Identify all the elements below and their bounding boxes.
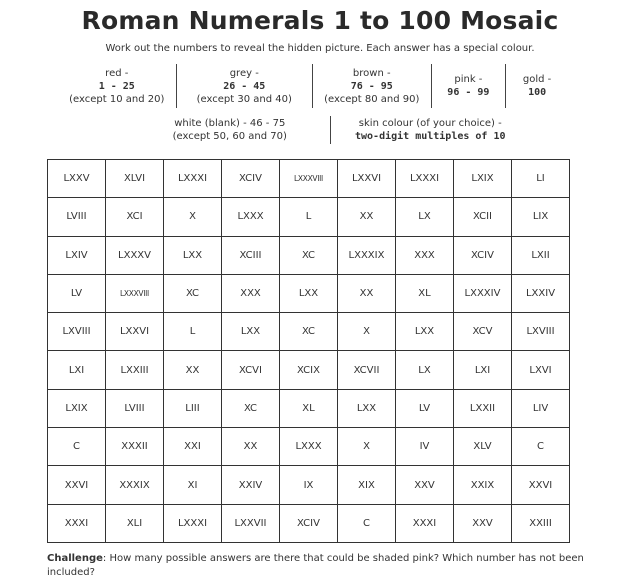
grid-cell[interactable]: XXXII <box>106 428 164 466</box>
key-grey <box>176 64 312 108</box>
grid-cell[interactable]: XI <box>164 466 222 504</box>
grid-cell[interactable]: XXV <box>396 466 454 504</box>
grid-cell[interactable]: LVIII <box>106 389 164 427</box>
grid-cell[interactable]: XLV <box>454 428 512 466</box>
grid-cell[interactable]: LXXX <box>222 198 280 236</box>
key-red <box>58 64 176 108</box>
grid-cell[interactable]: XXVI <box>48 466 106 504</box>
grid-cell[interactable]: LIII <box>164 389 222 427</box>
grid-cell[interactable]: LXXXI <box>164 504 222 542</box>
grid-cell[interactable]: LXVIII <box>48 313 106 351</box>
grid-cell[interactable]: LXXXIV <box>454 274 512 312</box>
grid-cell[interactable]: XXX <box>222 274 280 312</box>
grid-cell[interactable]: LXXII <box>454 389 512 427</box>
grid-cell[interactable]: XXIV <box>222 466 280 504</box>
grid-cell[interactable]: X <box>164 198 222 236</box>
colour-key-top <box>58 64 568 108</box>
grid-cell[interactable]: XXXI <box>396 504 454 542</box>
grid-cell[interactable]: XL <box>280 389 338 427</box>
grid-cell[interactable]: XC <box>222 389 280 427</box>
grid-cell[interactable]: LXXVI <box>338 160 396 198</box>
key-red-range: 1 - 25 <box>98 80 135 92</box>
grid-cell[interactable]: XXVI <box>512 466 570 504</box>
grid-cell[interactable]: LXXX <box>280 428 338 466</box>
challenge-text <box>47 552 587 580</box>
grid-cell[interactable]: LX <box>396 198 454 236</box>
grid-cell[interactable]: XC <box>280 236 338 274</box>
key-skin-line2: two-digit multiples of 10 <box>354 131 506 142</box>
key-grey-range: 26 - 45 <box>223 80 266 92</box>
key-red-note: (except 10 and 20) <box>69 93 165 105</box>
grid-cell[interactable]: LXVIII <box>512 313 570 351</box>
grid-cell[interactable]: LXX <box>280 274 338 312</box>
grid-row <box>48 236 570 274</box>
grid-cell[interactable]: LXXXIX <box>338 236 396 274</box>
grid-row <box>48 428 570 466</box>
challenge-question: : How many possible answers are there that could be shaded pink? Which number has not been included? <box>47 553 584 578</box>
key-brown-range: 76 - 95 <box>350 80 393 92</box>
mosaic-grid <box>47 159 570 543</box>
grid-row <box>48 389 570 427</box>
grid-cell[interactable]: LXXVI <box>106 313 164 351</box>
colour-key-bottom <box>130 116 530 144</box>
grid-cell[interactable]: XIX <box>338 466 396 504</box>
grid-cell[interactable]: LXVI <box>512 351 570 389</box>
grid-cell[interactable]: LV <box>396 389 454 427</box>
key-gold <box>505 64 568 108</box>
grid-cell[interactable]: LVIII <box>48 198 106 236</box>
grid-cell[interactable]: XCIII <box>222 236 280 274</box>
grid-cell[interactable]: LXXXI <box>164 160 222 198</box>
key-white-line1: white (blank) - 46 - 75 <box>174 118 286 129</box>
grid-cell[interactable]: LXXVII <box>222 504 280 542</box>
grid-cell[interactable]: XCVI <box>222 351 280 389</box>
grid-cell[interactable]: L <box>280 198 338 236</box>
grid-row <box>48 504 570 542</box>
key-pink <box>431 64 506 108</box>
grid-cell[interactable]: LIX <box>512 198 570 236</box>
grid-cell[interactable]: LXX <box>164 236 222 274</box>
grid-cell[interactable]: XXV <box>454 504 512 542</box>
grid-cell[interactable]: LXX <box>222 313 280 351</box>
grid-cell[interactable]: XXI <box>164 428 222 466</box>
grid-cell[interactable]: LXII <box>512 236 570 274</box>
key-brown <box>312 64 431 108</box>
grid-cell[interactable]: XCIV <box>280 504 338 542</box>
key-grey-note: (except 30 and 40) <box>196 93 292 105</box>
grid-cell[interactable]: XX <box>164 351 222 389</box>
grid-cell[interactable]: LXXV <box>48 160 106 198</box>
grid-cell[interactable]: LXX <box>338 389 396 427</box>
grid-cell[interactable]: XXXI <box>48 504 106 542</box>
grid-cell[interactable]: LXXXVIII <box>106 274 164 312</box>
grid-row <box>48 160 570 198</box>
grid-cell[interactable]: IV <box>396 428 454 466</box>
key-skin <box>330 116 531 144</box>
grid-cell[interactable]: XXXIX <box>106 466 164 504</box>
grid-cell[interactable]: LXXIII <box>106 351 164 389</box>
grid-cell[interactable]: XLVI <box>106 160 164 198</box>
grid-cell[interactable]: C <box>512 428 570 466</box>
grid-cell[interactable]: XXIII <box>512 504 570 542</box>
grid-row <box>48 351 570 389</box>
grid-cell[interactable]: C <box>338 504 396 542</box>
grid-cell[interactable]: XXIX <box>454 466 512 504</box>
grid-cell[interactable]: XX <box>222 428 280 466</box>
grid-row <box>48 198 570 236</box>
grid-cell[interactable]: LX <box>396 351 454 389</box>
instructions: Work out the numbers to reveal the hidden picture. Each answer has a special colour. <box>105 43 535 54</box>
grid-cell[interactable]: LXXIV <box>512 274 570 312</box>
grid-cell[interactable]: X <box>338 313 396 351</box>
grid-cell[interactable]: XX <box>338 274 396 312</box>
grid-cell[interactable]: LV <box>48 274 106 312</box>
grid-cell[interactable]: LXX <box>396 313 454 351</box>
grid-row <box>48 313 570 351</box>
key-white-line2: (except 50, 60 and 70) <box>172 131 287 142</box>
grid-cell[interactable]: XC <box>280 313 338 351</box>
grid-cell[interactable]: LXXXI <box>396 160 454 198</box>
grid-cell[interactable]: LXI <box>454 351 512 389</box>
key-gold-range: 100 <box>528 87 547 98</box>
grid-cell[interactable]: XCIV <box>454 236 512 274</box>
grid-cell[interactable]: XCVII <box>338 351 396 389</box>
grid-cell[interactable]: XCII <box>454 198 512 236</box>
key-pink-name: pink - <box>454 74 483 85</box>
grid-cell[interactable]: XCV <box>454 313 512 351</box>
grid-cell[interactable]: XXX <box>396 236 454 274</box>
grid-cell[interactable]: LI <box>512 160 570 198</box>
grid-cell[interactable]: LXIX <box>454 160 512 198</box>
page-title: Roman Numerals 1 to 100 Mosaic <box>81 6 559 35</box>
grid-cell[interactable]: LXIX <box>48 389 106 427</box>
grid-cell[interactable]: LXXXV <box>106 236 164 274</box>
key-grey-name: grey - <box>229 67 259 79</box>
grid-cell[interactable]: L <box>164 313 222 351</box>
grid-cell[interactable]: XL <box>396 274 454 312</box>
grid-cell[interactable]: LXIV <box>48 236 106 274</box>
grid-cell[interactable]: XX <box>338 198 396 236</box>
key-white <box>130 116 330 144</box>
key-pink-range: 96 - 99 <box>447 87 490 98</box>
key-red-name: red - <box>105 67 129 79</box>
challenge-label: Challenge <box>47 553 103 564</box>
key-brown-name: brown - <box>352 67 391 79</box>
grid-row <box>48 466 570 504</box>
key-skin-line1: skin colour (of your choice) - <box>358 118 502 129</box>
grid-cell[interactable]: IX <box>280 466 338 504</box>
grid-row <box>48 274 570 312</box>
grid-cell[interactable]: LXI <box>48 351 106 389</box>
grid-cell[interactable]: LIV <box>512 389 570 427</box>
grid-cell[interactable]: C <box>48 428 106 466</box>
grid-cell[interactable]: XC <box>164 274 222 312</box>
grid-cell[interactable]: XCI <box>106 198 164 236</box>
grid-cell[interactable]: X <box>338 428 396 466</box>
key-gold-name: gold - <box>522 74 552 85</box>
grid-cell[interactable]: XCIX <box>280 351 338 389</box>
grid-cell[interactable]: XLI <box>106 504 164 542</box>
key-brown-note: (except 80 and 90) <box>324 93 420 105</box>
grid-cell[interactable]: XCIV <box>222 160 280 198</box>
grid-cell[interactable]: LXXXVIII <box>280 160 338 198</box>
